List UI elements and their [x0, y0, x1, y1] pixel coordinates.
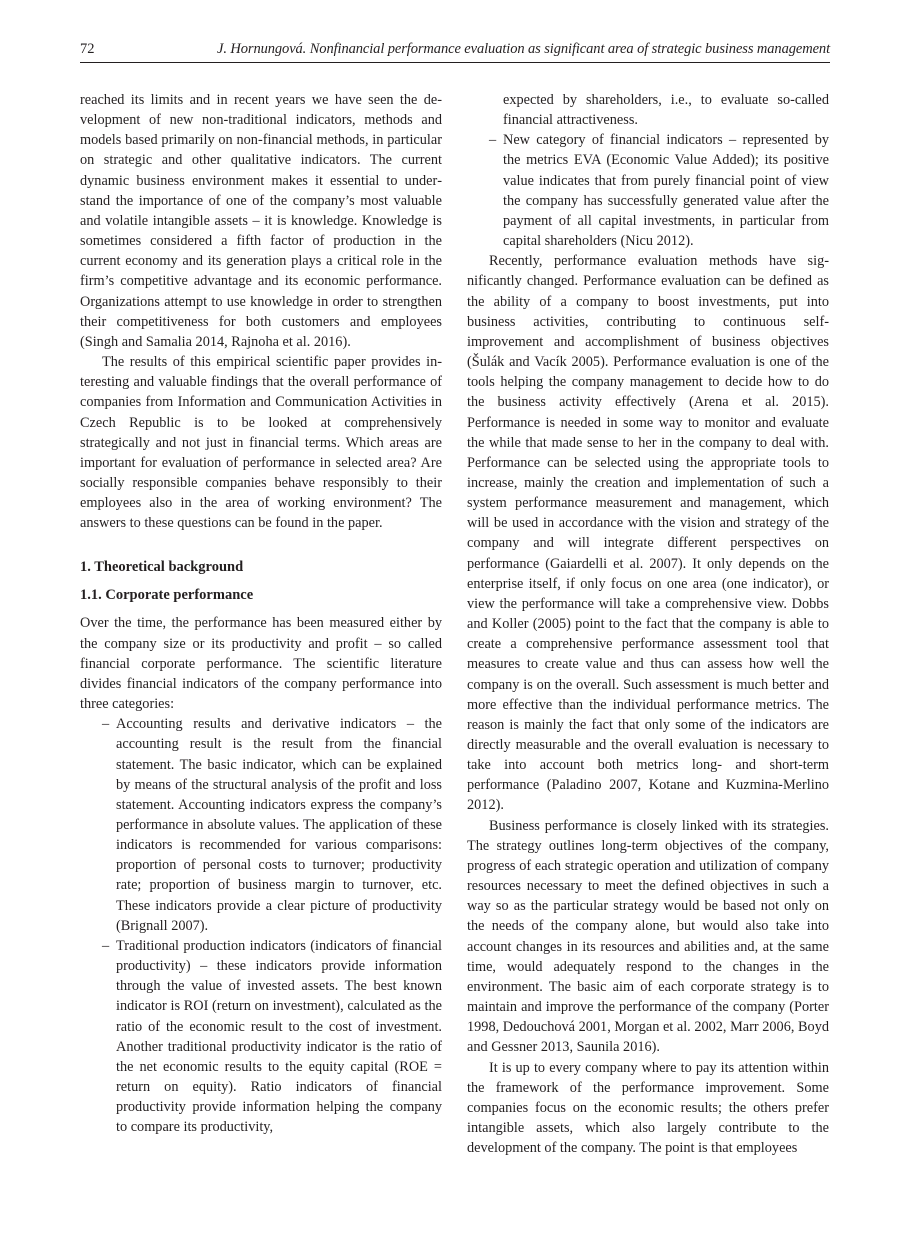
paragraph: reached its limits and in recent years we have seen the development of new non-traditional indicators, methods and models based primarily on non-financial methods, in particular on strategic and other qualitative indicators. The current dynamic business environment makes it essential to understand the importance of one of the company’s most valuable and volatile intangible assets – it is knowledge. Knowledge is sometimes considered a fifth factor of production in the current economy and its generation plays a critical role in the firm’s competitive advantage and its economic performance. Organizations attempt to use knowledge in order to strengthen their competitiveness for both customers and employees (Singh and Samalia 2014, Rajnoha et al. 2016).	[80, 92, 442, 350]
right-column	[467, 90, 829, 1158]
subsection-heading: 1.1. Corporate performance	[80, 587, 254, 604]
list-dash: –	[102, 716, 110, 733]
list-dash: –	[102, 937, 110, 954]
running-title: J. Hornungová. Nonfinancial performance evaluation as significant area of strategic business management	[217, 41, 830, 57]
list-item-text: expected by shareholders, i.e., to evaluate so-called financial attractiveness.	[503, 92, 829, 129]
indicator-list-continued	[467, 90, 829, 251]
page-header	[80, 38, 830, 63]
list-dash: –	[489, 132, 497, 149]
list-item-continuation	[467, 90, 829, 130]
paragraph: Business performance is closely linked with its strategies. The strategy outlines long-term objectives of the company, progress of each strategic operation and utilization of company resources necessary to meet the defined objectives in such a way so as the particular strategy would be based not only on the needs of the company alone, but would also take into account changes in its resources and abilities and, at the same time, would adequately respond to the changes in the environment. The basic aim of each corporate strategy is to maintain and improve the performance of the company (Porter 1998, Dedouchová 2001, Morgan et al. 2002, Marr 2006, Boyd and Gessner 2013, Saunila 2016).	[467, 817, 829, 1056]
indicator-list	[80, 714, 442, 1137]
left-column	[80, 90, 442, 1138]
list-item	[80, 714, 442, 936]
section-heading: 1. Theoretical background	[80, 559, 244, 576]
paragraph: Over the time, the performance has been measured either by the company size or its productivity and profit – so called financial corporate performance. The scientific literature divides financial indicators of the company performance into three categories:	[80, 615, 442, 713]
list-item	[80, 936, 442, 1138]
list-item-text: Traditional production indicators (indicators of financial productivity) – these indicators provide information through the value of invested assets. The best known indicator is ROI (return on investment), calculated as the ratio of the economic result to the cost of investment. Another traditional productivity indicator is the ratio of the net economic results to the equity capital (ROE = return on equity). Ratio indicators of financial productivity provide information helping the company to compare its productivity,	[116, 937, 442, 1136]
page-number: 72	[80, 41, 95, 57]
paragraph: The results of this empirical scientific paper provides interesting and valuable findings that the overall performance of companies from Information and Communication Activities in Czech Republic is to be looked at comprehensively strategically and not just in financial terms. Which areas are important for evaluation of performance in selected area? Are socially responsible companies behave responsibly to their employees also in the area of working environment? The answers to these questions can be found in the paper.	[80, 354, 442, 532]
paragraph: Recently, performance evaluation methods have significantly changed. Performance evaluation can be defined as the ability of a company to boost investments, put into business activities, contributing to continuous self-improvement and accomplishment of business objectives (Šulák and Vacík 2005). Performance evaluation is one of the tools helping the company management to decide how to do the business activity effectively (Arena et al. 2015). Performance is needed in some way to monitor and evaluate the while that made sense to her in the company to deal with. Performance can be selected using the appropriate tools to increase, mainly the creation and implementation of such a system performance measurement and management, which will be used in accordance with the vision and strategy of the company and will integrate different perspectives on performance (Gaiardelli et al. 2007). It only depends on the enterprise itself, if only focus on one area (one indicator), or view the performance will take a comprehensive view. Dobbs and Koller (2005) point to the fact that the company is able to create a comprehensive performance assessment tool that measures to create value and thus can assess how well the company is on the overall. Such assessment is much better and more effective than the individual performance metrics. The reason is mainly the fact that only some of the indicators are directly measurable and the overall evaluation is necessary to take into account both metrics long- and short-term performance (Paladino 2007, Kotane and Kuzmina-Merlino 2012).	[467, 253, 829, 814]
list-item-text: Accounting results and derivative indicators – the accounting result is the result from the financial statement. The basic indicator, which can be explained by means of the structural analysis of the profit and loss statement. Accounting indicators express the company’s performance in absolute values. The application of these indicators is recommended for various comparisons: proportion of personal costs to turnover; productivity rate; proportion of business margin to turnover, etc. These indicators provide a clear picture of productivity (Brignall 2007).	[116, 716, 442, 934]
paragraph: It is up to every company where to pay its attention within the framework of the performance improvement. Some companies focus on the economic results; the others prefer intangible assets, which also largely contribute to the development of the company. The point is that employees	[467, 1059, 829, 1157]
list-item-text: New category of financial indicators – represented by the metrics EVA (Economic Value Added); its positive value indicates that from purely financial point of view the company has successfully generated value after the payment of all capital investments, in particular from capital shareholders (Nicu 2012).	[503, 132, 829, 250]
list-item	[467, 130, 829, 251]
